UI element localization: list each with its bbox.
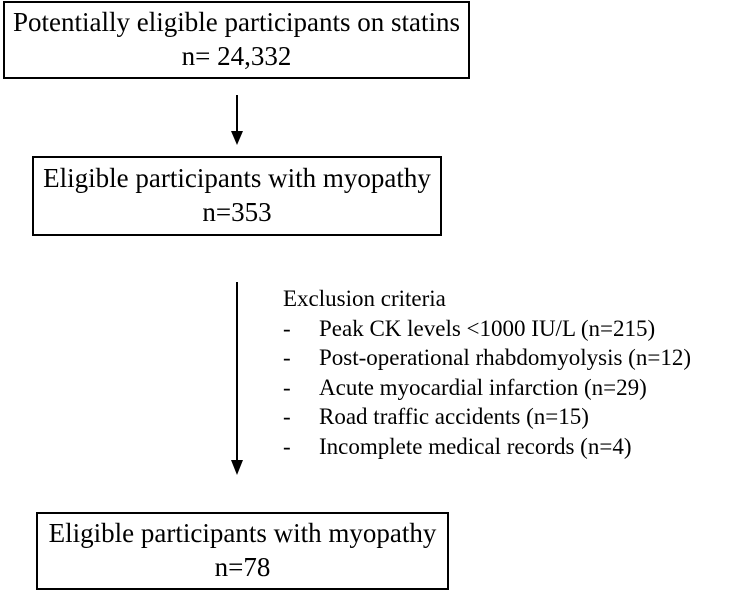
box-final-eligible-myopathy-count: n=78 xyxy=(214,552,271,582)
exclusion-item-road-traffic xyxy=(283,402,691,432)
arrow-box2-to-box3 xyxy=(231,282,243,475)
box-eligible-myopathy-count: n=353 xyxy=(202,197,272,227)
exclusion-item-acute-mi xyxy=(283,373,691,403)
box-final-eligible-myopathy xyxy=(36,512,449,590)
arrow-box1-to-box2 xyxy=(231,95,243,145)
exclusion-item-post-operational xyxy=(283,343,691,373)
exclusion-item-label: Peak CK levels <1000 IU/L (n=215) xyxy=(319,315,656,341)
box-eligible-myopathy-title: Eligible participants with myopathy xyxy=(43,163,431,194)
exclusion-item-label: Road traffic accidents (n=15) xyxy=(319,404,589,429)
exclusion-criteria-list xyxy=(283,314,691,462)
list-bullet: - xyxy=(283,433,291,459)
exclusion-item-peak-ck xyxy=(283,314,691,344)
exclusion-item-label: Post-operational rhabdomyolysis (n=12) xyxy=(319,345,691,370)
exclusion-item-label: Incomplete medical records (n=4) xyxy=(319,433,632,459)
exclusion-item-incomplete-records xyxy=(283,432,691,462)
box-eligible-myopathy xyxy=(32,156,442,236)
exclusion-criteria-heading: Exclusion criteria xyxy=(283,286,446,311)
exclusion-criteria xyxy=(283,284,691,461)
list-bullet: - xyxy=(283,374,291,400)
box-potentially-eligible-title: Potentially eligible participants on statins xyxy=(13,7,460,38)
exclusion-item-label: Acute myocardial infarction (n=29) xyxy=(319,374,647,400)
list-bullet: - xyxy=(283,404,291,429)
box-final-eligible-myopathy-title: Eligible participants with myopathy xyxy=(48,518,437,549)
box-potentially-eligible-count: n= 24,332 xyxy=(181,41,292,71)
list-bullet: - xyxy=(283,315,291,341)
list-bullet: - xyxy=(283,345,291,370)
